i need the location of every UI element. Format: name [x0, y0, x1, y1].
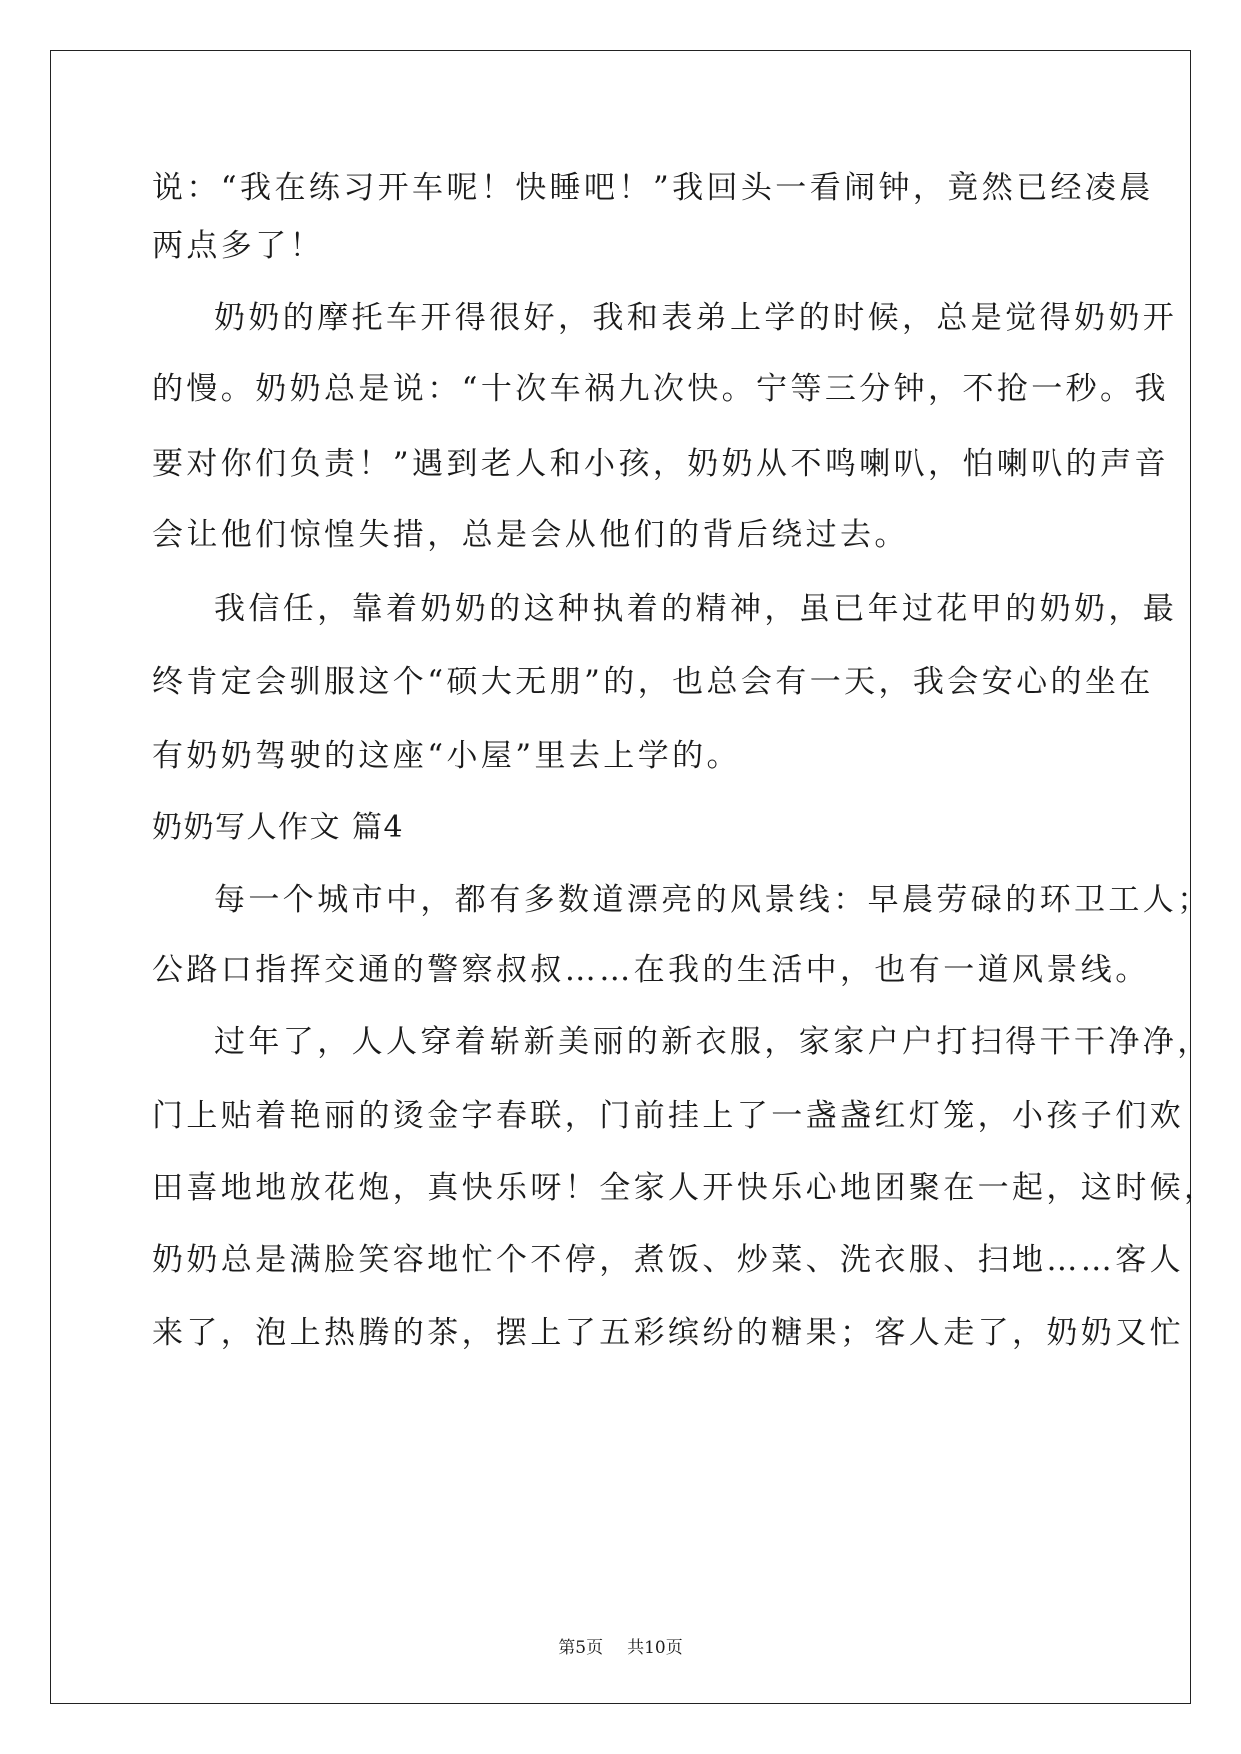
page-footer	[0, 1636, 1241, 1660]
paragraph-first-line: 奶奶的摩托车开得很好，我和表弟上学的时候，总是觉得奶奶开	[214, 300, 1178, 336]
text-line: 有奶奶驾驶的这座“小屋”里去上学的。	[152, 738, 741, 774]
text-line: 要对你们负责！”遇到老人和小孩，奶奶从不鸣喇叭，怕喇叭的声音	[152, 446, 1169, 482]
text-line: 的慢。奶奶总是说：“十次车祸九次快。宁等三分钟，不抢一秒。我	[152, 371, 1169, 407]
text-line: 说：“我在练习开车呢！快睡吧！”我回头一看闹钟，竟然已经凌晨	[152, 170, 1154, 206]
page-number: 第5页	[558, 1638, 604, 1658]
text-line: 会让他们惊惶失措，总是会从他们的背后绕过去。	[152, 517, 909, 553]
paragraph-first-line: 每一个城市中，都有多数道漂亮的风景线：早晨劳碌的环卫工人；	[214, 882, 1212, 918]
text-line: 公路口指挥交通的警察叔叔……在我的生活中，也有一道风景线。	[152, 952, 1150, 988]
text-line: 奶奶总是满脸笑容地忙个不停，煮饭、炒菜、洗衣服、扫地……客人	[152, 1242, 1184, 1278]
text-line: 门上贴着艳丽的烫金字春联，门前挂上了一盏盏红灯笼，小孩子们欢	[152, 1098, 1184, 1134]
text-line: 来了，泡上热腾的茶，摆上了五彩缤纷的糖果；客人走了，奶奶又忙	[152, 1315, 1184, 1351]
paragraph-first-line: 过年了，人人穿着崭新美丽的新衣服，家家户户打扫得干干净净，	[214, 1024, 1212, 1060]
text-line: 两点多了！	[152, 228, 324, 264]
text-line: 终肯定会驯服这个“硕大无朋”的，也总会有一天，我会安心的坐在	[152, 664, 1154, 700]
paragraph-first-line: 我信任，靠着奶奶的这种执着的精神，虽已年过花甲的奶奶，最	[214, 591, 1178, 627]
section-heading: 奶奶写人作文 篇4	[152, 810, 405, 845]
page-total: 共10页	[627, 1638, 683, 1658]
text-line: 田喜地地放花炮，真快乐呀！全家人开快乐心地团聚在一起，这时候，	[152, 1170, 1219, 1206]
